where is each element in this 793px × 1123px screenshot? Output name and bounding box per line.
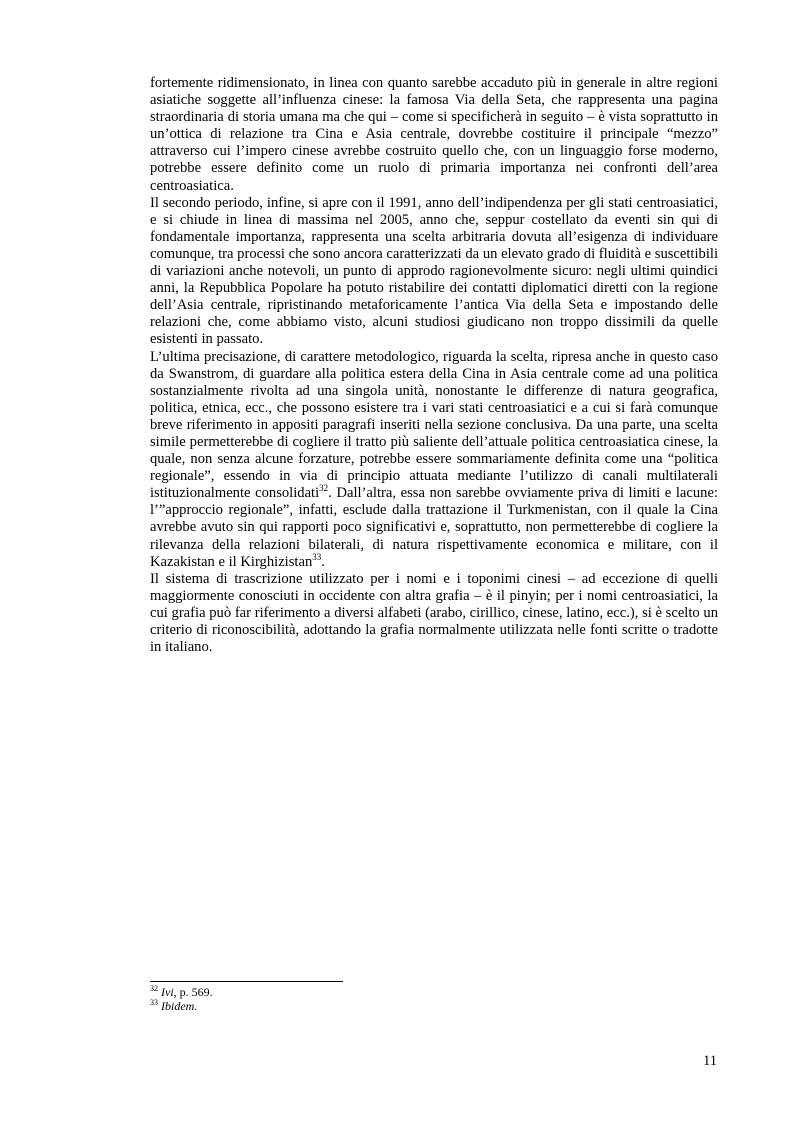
paragraph-3-part-2: . Dall’altra, essa non sarebbe ovviamente priva di limiti e lacune: l’”approccio regionale”, infatti, esclude dalla trattazione il Turkmenistan, con il quale la Cina avrebbe avuto sin qui rapporti poco significativi e, soprattutto, non permetterebbe di cogliere la rilevanza della relazioni bilaterali, di natura rispettivamente economica e militare, con il Kazakistan e il Kirghizistan (150, 485, 718, 570)
paragraph-3-part-3: . (321, 553, 325, 570)
footnote-source: Ibidem. (161, 998, 198, 1013)
footnotes (150, 986, 718, 1013)
paragraph-1: fortemente ridimensionato, in linea con quanto sarebbe accaduto più in generale in altre regioni asiatiche soggette all’influenza cinese: la famosa Via della Seta, che rappresenta una pagina straordinaria di storia umana ma che qui – come si specificherà in seguito – è vista soprattutto in un’ottica di relazione tra Cina e Asia centrale, dovrebbe costituire il principale “mezzo” attraverso cui l’impero cinese avrebbe costruito quello che, con un linguaggio forse moderno, potrebbe essere definito come un ruolo di primaria importanza nei confronti dell’area centroasiatica. (150, 75, 718, 194)
paragraph-3-part-1: L’ultima precisazione, di carattere metodologico, riguarda la scelta, ripresa anche in questo caso da Swanstrom, di guardare alla politica estera della Cina in Asia centrale come ad una politica sostanzialmente rivolta ad una singola unità, nonostante le differenze di natura geografica, politica, etnica, ecc., che possono esistere tra i vari stati centroasiatici e a cui si farà comunque breve riferimento in appositi paragrafi inseriti nella sezione conclusiva. Da una parte, una scelta simile permetterebbe di cogliere il tratto più saliente dell’attuale politica centroasiatica cinese, la quale, non senza alcune forzature, potrebbe essere sommariamente definita come una “politica regionale”, essendo in via di principio attuata mediante l’utilizzo di canali multilaterali istituzionalmente consolidati (150, 348, 718, 502)
footnote-source: Ivi (161, 985, 174, 999)
page-number: 11 (702, 1053, 717, 1069)
footnote-ref-33[interactable]: 33 (312, 551, 322, 562)
paragraph-3 (150, 349, 718, 571)
paragraph-4: Il sistema di trascrizione utilizzato per i nomi e i toponimi cinesi – ad eccezione di quelli maggiormente conosciuti in occidente con altra grafia – è il pinyin; per i nomi centroasiatici, la cui grafia può far riferimento a diversi alfabeti (arabo, cirillico, cinese, latino, ecc.), si è scelto un criterio di riconoscibilità, adottando la grafia normalmente utilizzata nelle fonti scritte o tradotte in italiano. (150, 570, 718, 656)
body-text (150, 75, 718, 656)
footnote-ref-32[interactable]: 32 (319, 483, 329, 494)
footnote-33 (150, 997, 718, 1014)
footnote-number: 33 (150, 997, 158, 1007)
footnote-32 (150, 986, 718, 1000)
footnote-separator (150, 981, 343, 982)
footnote-number: 32 (150, 984, 158, 993)
footnote-text: , p. 569. (173, 985, 213, 999)
paragraph-2: Il secondo periodo, infine, si apre con il 1991, anno dell’indipendenza per gli stati centroasiatici, e si chiude in linea di massima nel 2005, anno che, seppur costellato da eventi sin qui di fondamentale importanza, rappresenta una scelta arbitraria dovuta all’esigenza di individuare comunque, tra processi che sono ancora caratterizzati da un elevato grado di fluidità e suscettibili di variazioni anche notevoli, un punto di approdo ragionevolmente sicuro: negli ultimi quindici anni, la Repubblica Popolare ha potuto ristabilire dei contatti diplomatici diretti con la regione dell’Asia centrale, ripristinando metaforicamente l’antica Via della Seta e impostando delle relazioni che, come abbiamo visto, alcuni studiosi giudicano non troppo dissimili da quelle esistenti in passato. (150, 194, 718, 348)
